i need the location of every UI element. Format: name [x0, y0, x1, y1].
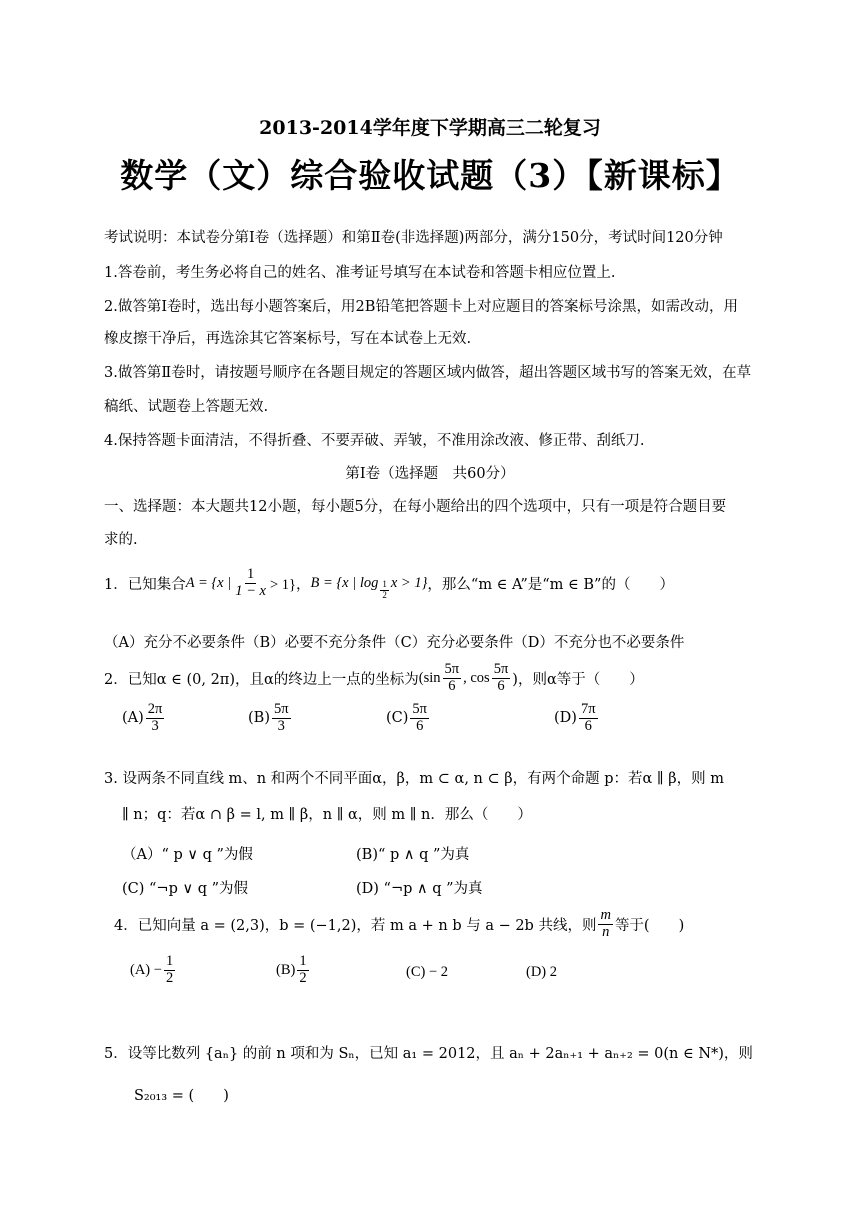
instruction-item-3-line2: 稿纸、试题卷上答题无效.	[104, 399, 269, 415]
question-2-coord-mid: , cos	[463, 669, 490, 686]
question-2-option-c	[386, 702, 431, 735]
question-5-line1: 5．设等比数列 {aₙ} 的前 n 项和为 Sₙ，已知 a₁ = 2012，且 aₙ + 2aₙ₊₁ + aₙ₊₂ = 0(n ∈ N*)，则	[104, 1046, 753, 1062]
question-2-option-d	[554, 702, 600, 735]
question-1-fraction	[233, 567, 268, 600]
question-4-text: 4．已知向量 a = (2,3)，b = (−1,2)，若 m a + n b 与 a − 2b 共线，则	[114, 917, 597, 934]
fraction-denominator: 2	[165, 969, 174, 986]
fraction-denominator: 6	[584, 717, 592, 734]
log-base-numerator: 1	[382, 579, 387, 589]
option-label: (D)	[554, 710, 577, 727]
instruction-item-2-line1: 2.做答第Ⅰ卷时，选出每小题答案后，用2B铅笔把答题卡上对应题目的答案标号涂黑，如需改动，用	[104, 299, 738, 315]
fraction-denominator: n	[602, 923, 610, 940]
fraction-denominator: 2	[299, 969, 307, 986]
fraction-denominator: 6	[448, 677, 456, 694]
question-4-option-c: (C) − 2	[406, 964, 449, 980]
question-4-option-a	[130, 954, 177, 987]
question-2	[104, 662, 644, 695]
fraction-numerator: 5π	[444, 661, 460, 677]
question-3-option-a: （A）“ p ∨ q ”为假	[122, 847, 253, 863]
instruction-item-1: 1.答卷前，考生务必将自己的姓名、准考证号填写在本试卷和答题卡相应位置上.	[104, 265, 616, 281]
fraction-numerator: 5π	[493, 661, 509, 677]
question-1-set-b: B = {x | log	[310, 574, 379, 591]
instruction-item-4: 4.保持答题卡面清洁，不得折叠、不要弄破、弄皱，不准用涂改液、修正带、刮纸刀.	[104, 433, 645, 449]
question-1-text: ，那么“m ∈ A”是“m ∈ B”的（ ）	[427, 576, 674, 593]
question-2-fraction-1	[443, 662, 462, 695]
question-3-line1: 3. 设两条不同直线 m、n 和两个不同平面α，β，m ⊂ α, n ⊂ β，有两个命题 p：若α ∥ β，则 m	[104, 771, 724, 787]
question-4	[114, 908, 684, 941]
question-1-set-a: A = {x |	[185, 574, 232, 591]
instruction-item-3-line1: 3.做答第Ⅱ卷时，请按题号顺序在各题目规定的答题区域内做答，超出答题区域书写的答案无效，在草	[104, 365, 752, 381]
question-2-tail: )，则α等于（ ）	[512, 671, 644, 688]
option-label: (A) −	[130, 961, 162, 978]
option-label: (C)	[386, 710, 409, 727]
question-4-options	[130, 954, 630, 1000]
fraction-denominator: 3	[151, 717, 159, 734]
fraction-denominator: 3	[277, 717, 285, 734]
question-2-option-b	[248, 702, 293, 735]
fraction-denominator: 1 − x	[235, 582, 266, 599]
fraction-denominator: 6	[497, 677, 505, 694]
question-2-options	[122, 702, 742, 752]
question-2-option-a	[122, 702, 166, 735]
question-1-set-b-tail: x > 1}	[390, 574, 428, 591]
question-3-line2: ∥ n；q：若α ∩ β = l, m ∥ β，n ∥ α，则 m ∥ n．那么（ ）	[122, 807, 532, 823]
part1-heading: 第Ⅰ卷（选择题 共60分）	[345, 466, 515, 482]
fraction-numerator: 7π	[580, 701, 596, 717]
question-4-option-d: (D) 2	[526, 964, 558, 980]
part1-description-line1: 一、选择题：本大题共12小题，每小题5分，在每小题给出的四个选项中，只有一项是符合题目要	[104, 499, 727, 515]
log-base-denominator: 2	[382, 589, 387, 600]
part1-description-line2: 求的.	[104, 532, 138, 548]
question-4-tail: 等于( )	[614, 917, 685, 934]
question-1-number: 1．已知集合	[104, 576, 186, 593]
fraction-numerator: 1	[246, 565, 255, 582]
fraction-numerator: 1	[299, 953, 307, 969]
instruction-item-2-line2: 橡皮擦干净后，再选涂其它答案标号，写在本试卷上无效.	[104, 331, 472, 347]
question-3-option-c: (C) “¬p ∨ q ”为假	[122, 881, 248, 897]
instructions-intro: 考试说明：本试卷分第Ⅰ卷（选择题）和第Ⅱ卷(非选择题)两部分，满分150分，考试时间120分钟	[104, 230, 723, 246]
question-1	[104, 566, 674, 601]
option-label: (B)	[248, 710, 270, 727]
question-1-options: （A）充分不必要条件（B）必要不充分条件（C）充分必要条件（D）不充分也不必要条件	[104, 635, 685, 651]
option-label: (A)	[122, 710, 144, 727]
fraction-numerator: 1	[165, 953, 174, 969]
exam-subtitle: 2013-2014学年度下学期高三二轮复习	[259, 117, 601, 139]
option-label: (B)	[276, 961, 296, 978]
fraction-numerator: 5π	[273, 701, 289, 717]
question-2-text: 2．已知α ∈ (0, 2π)，且α的终边上一点的坐标为	[104, 671, 419, 688]
question-4-option-b	[276, 954, 311, 987]
question-1-set-a-tail: > 1}，	[269, 576, 311, 593]
fraction-numerator: 2π	[147, 701, 163, 717]
fraction-numerator: m	[600, 907, 611, 923]
question-3-option-d: (D) “¬p ∧ q ”为真	[356, 881, 483, 897]
fraction-numerator: 5π	[412, 701, 427, 717]
exam-title: 数学（文）综合验收试题（3）【新课标】	[120, 156, 740, 195]
question-2-coord-open: (sin	[418, 669, 441, 686]
fraction-denominator: 6	[416, 717, 424, 734]
question-2-fraction-2	[492, 662, 511, 695]
question-5-line2: S₂₀₁₃ = ( )	[134, 1088, 229, 1104]
log-base-fraction	[380, 580, 389, 601]
question-3-option-b: (B)“ p ∧ q ”为真	[356, 847, 470, 863]
